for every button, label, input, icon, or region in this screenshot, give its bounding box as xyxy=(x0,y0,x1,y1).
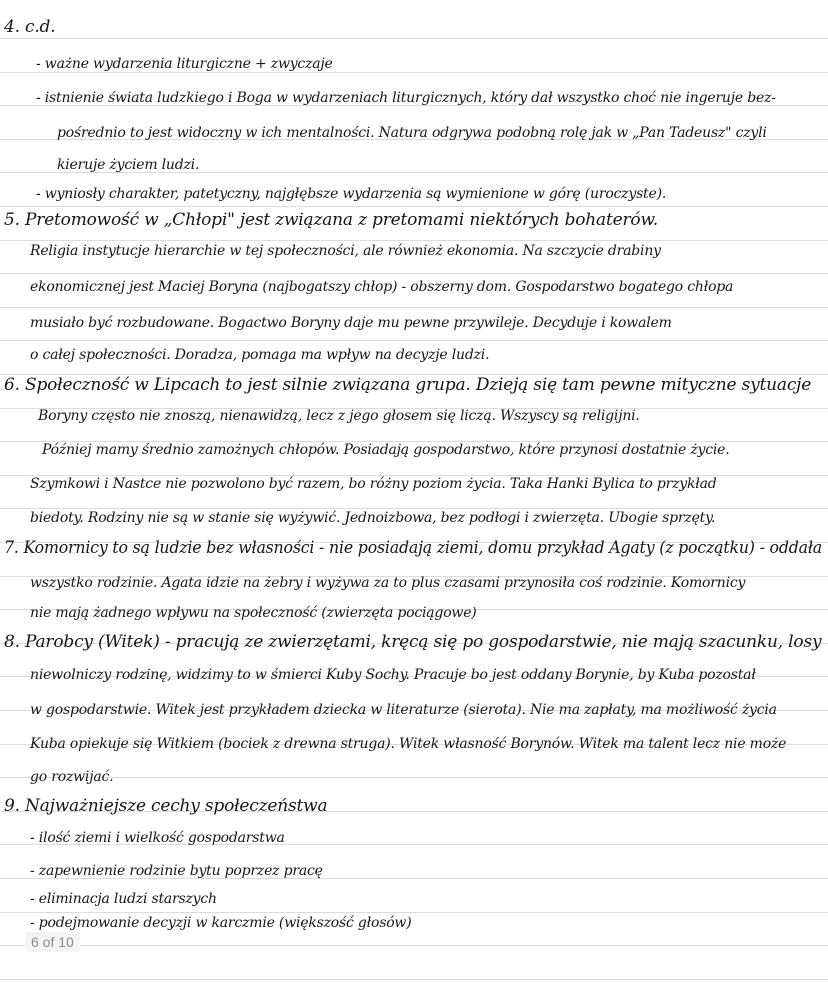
note-line: - ilość ziemi i wielkość gospodarstwa xyxy=(30,830,285,846)
note-line: 5. Pretomowość w „Chłopi" jest związana z pretomami niektórych bohaterów. xyxy=(4,210,658,230)
ruled-line xyxy=(0,912,828,913)
ruled-line xyxy=(0,38,828,39)
ruled-line xyxy=(0,340,828,341)
note-line: Później mamy średnio zamożnych chłopów. Posiadają gospodarstwo, które przynosi dostatnie życie. xyxy=(42,442,730,458)
note-line: Boryny często nie znoszą, nienawidzą, lecz z jego głosem się liczą. Wszyscy są religijni. xyxy=(38,408,640,424)
note-line: - zapewnienie rodzinie bytu poprzez pracę xyxy=(30,863,323,879)
ruled-line xyxy=(0,307,828,308)
note-line: ekonomicznej jest Maciej Boryna (najbogatszy chłop) - obszerny dom. Gospodarstwo bogatego chłopa xyxy=(30,279,734,295)
ruled-line xyxy=(0,979,828,980)
note-line: 8. Parobcy (Witek) - pracują ze zwierzętami, kręcą się po gospodarstwie, nie mają szacunku, losy xyxy=(4,632,822,652)
note-line: niewolniczy rodzinę, widzimy to w śmierci Kuby Sochy. Pracuje bo jest oddany Borynie, by Kuba pozostał xyxy=(30,667,756,683)
note-line: Religia instytucje hierarchie w tej społeczności, ale również ekonomia. Na szczycie drabiny xyxy=(30,243,661,259)
note-line: Kuba opiekuje się Witkiem (bociek z drewna struga). Witek własność Borynów. Witek ma talent lecz nie może xyxy=(30,736,787,752)
ruled-line xyxy=(0,240,828,241)
note-line: - eliminacja ludzi starszych xyxy=(30,891,217,907)
page-counter: 6 of 10 xyxy=(25,932,80,952)
note-line: - ważne wydarzenia liturgiczne + zwyczaje xyxy=(36,56,333,72)
note-line: wszystko rodzinie. Agata idzie na żebry i wyżywa za to plus czasami przynosiła coś rodzinie. Komornicy xyxy=(30,575,746,591)
note-line: 6. Społeczność w Lipcach to jest silnie związana grupa. Dzieją się tam pewne mityczne sytuacje xyxy=(4,375,812,395)
note-line: w gospodarstwie. Witek jest przykładem dziecka w literaturze (sierota). Nie ma zapłaty, ma możliwość życia xyxy=(30,702,777,718)
note-line: o całej społeczności. Doradza, pomaga ma wpływ na decyzje ludzi. xyxy=(30,347,490,363)
note-line: nie mają żadnego wpływu na społeczność (zwierzęta pociągowe) xyxy=(30,605,477,621)
ruled-line xyxy=(0,273,828,274)
note-line: biedoty. Rodziny nie są w stanie się wyżywić. Jednoizbowa, bez podłogi i zwierzęta. Ubogie sprzęty. xyxy=(30,510,716,526)
ruled-line xyxy=(0,777,828,778)
note-line: 9. Najważniejsze cechy społeczeństwa xyxy=(4,796,328,816)
note-line: kieruje życiem ludzi. xyxy=(57,157,200,173)
note-line: - podejmowanie decyzji w karczmie (większość głosów) xyxy=(30,915,412,931)
note-line: 7. Komornicy to są ludzie bez własności - nie posiadają ziemi, domu przykład Agaty (z początku) - oddała xyxy=(4,538,823,558)
note-line: 4. c.d. xyxy=(4,17,56,37)
ruled-line xyxy=(0,206,828,207)
note-line: - wyniosły charakter, patetyczny, najgłębsze wydarzenia są wymienione w górę (uroczyste). xyxy=(36,186,667,202)
note-line: go rozwijać. xyxy=(30,769,114,785)
note-line: musiało być rozbudowane. Bogactwo Boryny daje mu pewne przywileje. Decyduje i kowalem xyxy=(30,315,672,331)
ruled-line xyxy=(0,945,828,946)
note-line: - istnienie świata ludzkiego i Boga w wydarzeniach liturgicznych, który dał wszystko choć nie ingeruje bez- xyxy=(36,90,776,106)
note-line: Szymkowi i Nastce nie pozwolono być razem, bo różny poziom życia. Taka Hanki Bylica to przykład xyxy=(30,476,717,492)
note-line: pośrednio to jest widoczny w ich mentalności. Natura odgrywa podobną rolę jak w „Pan Tadeusz" czyli xyxy=(57,125,767,141)
